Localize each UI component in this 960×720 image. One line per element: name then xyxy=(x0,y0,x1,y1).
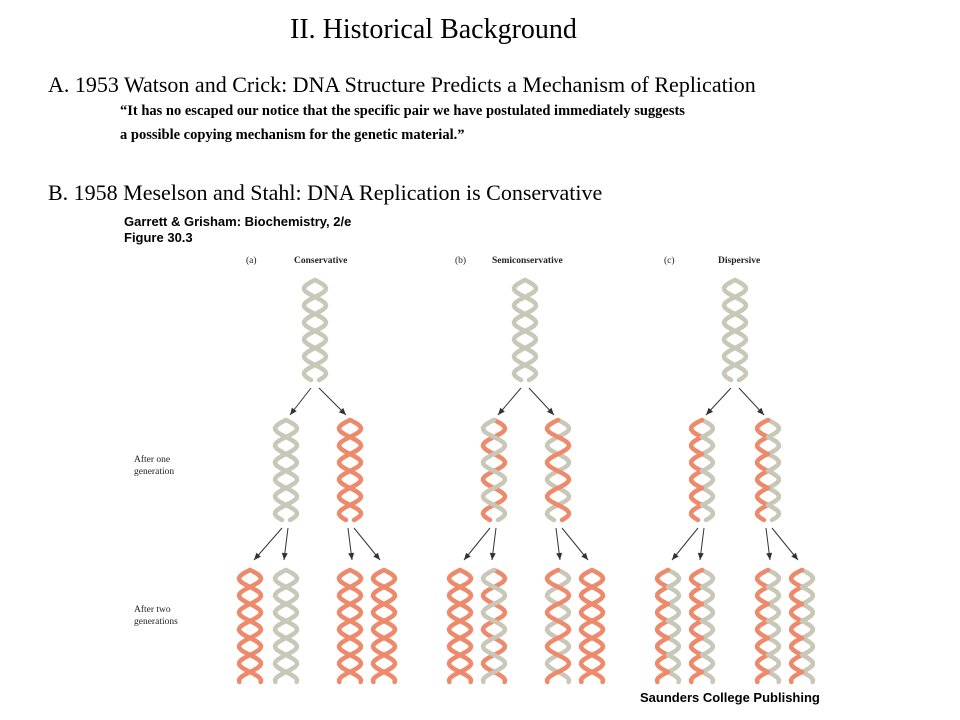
strand-segment xyxy=(668,638,679,655)
arrow-c-g1-left xyxy=(706,388,731,415)
strand-segment xyxy=(657,621,668,638)
gen2-helix-b-3 xyxy=(547,570,569,682)
strand-segment xyxy=(791,570,802,587)
strand-segment xyxy=(657,655,668,672)
watson-crick-quote-line-1: “It has no escaped our notice that the specific pair we have postulated immediately suggests xyxy=(120,103,685,119)
arrow-a-g1-left xyxy=(290,388,311,415)
strand-segment xyxy=(802,621,813,638)
gen2-helix-b-4 xyxy=(581,570,603,682)
gen2-helix-a-4 xyxy=(373,570,395,682)
arrow-b-g2-3 xyxy=(556,528,562,560)
strand-segment xyxy=(668,604,679,621)
strand-segment xyxy=(702,570,713,587)
strand-segment xyxy=(802,638,813,655)
strand-segment xyxy=(757,471,768,488)
gen2-helix-b-1 xyxy=(449,570,471,682)
gen2-helix-a-3 xyxy=(339,570,361,682)
panel-c-name: Dispersive xyxy=(718,256,761,266)
strand-segment xyxy=(691,420,702,437)
strand-segment xyxy=(768,471,779,488)
strand-segment xyxy=(691,638,702,655)
strand-segment xyxy=(657,672,668,682)
row-label-gen2-line1: After two xyxy=(134,605,171,615)
strand-segment xyxy=(768,655,779,672)
strand-segment xyxy=(691,471,702,488)
strand-segment xyxy=(691,587,702,604)
strand-segment xyxy=(768,621,779,638)
panel-a-letter: (a) xyxy=(246,256,257,266)
figure-source-number: Figure 30.3 xyxy=(124,230,193,245)
gen2-helix-a-2 xyxy=(275,570,297,682)
strand-segment xyxy=(768,437,779,454)
strand-segment xyxy=(791,587,802,604)
strand-segment xyxy=(768,604,779,621)
strand-segment xyxy=(657,604,668,621)
strand-segment xyxy=(668,587,679,604)
arrow-c-g2-4 xyxy=(772,528,798,560)
gen1-helix-c-1 xyxy=(691,420,713,520)
strand-segment xyxy=(757,437,768,454)
arrow-b-g2-1 xyxy=(464,528,490,560)
strand-segment xyxy=(802,604,813,621)
strand-segment xyxy=(702,638,713,655)
strand-segment xyxy=(691,505,702,520)
strand-segment xyxy=(691,621,702,638)
strand-segment xyxy=(702,488,713,505)
panel-b-name: Semiconservative xyxy=(492,256,563,266)
strand-segment xyxy=(702,505,713,520)
strand-segment xyxy=(757,604,768,621)
strand-segment xyxy=(657,587,668,604)
strand-segment xyxy=(691,672,702,682)
row-label-gen2-line2: generations xyxy=(134,617,178,627)
watson-crick-quote-line-2: a possible copying mechanism for the genetic material.” xyxy=(120,127,465,143)
arrow-a-g1-right xyxy=(319,388,346,415)
strand-segment xyxy=(757,570,768,587)
figure-source-book: Garrett & Grisham: Biochemistry, 2/e xyxy=(124,214,352,229)
arrow-b-g2-4 xyxy=(562,528,588,560)
gen1-helix-c-2 xyxy=(757,420,779,520)
arrow-c-g2-1 xyxy=(672,528,698,560)
panel-b-letter: (b) xyxy=(455,256,467,266)
strand-segment xyxy=(757,621,768,638)
section-a-heading: A. 1953 Watson and Crick: DNA Structure Predicts a Mechanism of Replication xyxy=(48,72,756,97)
strand-segment xyxy=(757,505,768,520)
row-label-gen1-line1: After one xyxy=(134,455,171,465)
strand-segment xyxy=(691,604,702,621)
parent-helix-c xyxy=(724,280,746,380)
strand-segment xyxy=(657,570,668,587)
strand-segment xyxy=(702,454,713,471)
parent-helix-a xyxy=(304,280,326,380)
strand-segment xyxy=(791,638,802,655)
strand-segment xyxy=(702,604,713,621)
strand-segment xyxy=(757,655,768,672)
panel-c-letter: (c) xyxy=(664,256,675,266)
strand-segment xyxy=(768,488,779,505)
helix-layer xyxy=(239,280,813,682)
strand-segment xyxy=(768,587,779,604)
arrow-b-g2-2 xyxy=(490,528,496,560)
slide-title: II. Historical Background xyxy=(290,14,577,45)
strand-segment xyxy=(691,437,702,454)
gen2-helix-c-3 xyxy=(757,570,779,682)
strand-segment xyxy=(668,621,679,638)
gen2-helix-c-2 xyxy=(691,570,713,682)
strand-segment xyxy=(691,454,702,471)
strand-segment xyxy=(691,488,702,505)
strand-segment xyxy=(757,672,768,682)
arrow-c-g1-right xyxy=(739,388,764,415)
gen1-helix-a-2 xyxy=(339,420,361,520)
strand-segment xyxy=(691,570,702,587)
strand-segment xyxy=(791,672,802,682)
strand-segment xyxy=(768,420,779,437)
strand-segment xyxy=(791,655,802,672)
gen1-helix-a-1 xyxy=(275,420,297,520)
strand-segment xyxy=(702,437,713,454)
strand-segment xyxy=(757,420,768,437)
arrow-layer xyxy=(254,388,798,560)
strand-segment xyxy=(768,638,779,655)
strand-segment xyxy=(791,621,802,638)
arrow-c-g2-2 xyxy=(698,528,704,560)
strand-segment xyxy=(768,570,779,587)
strand-segment xyxy=(757,587,768,604)
strand-segment xyxy=(802,570,813,587)
parent-helix-b xyxy=(514,280,536,380)
arrow-b-g1-left xyxy=(498,388,521,415)
arrow-c-g2-3 xyxy=(766,528,772,560)
strand-segment xyxy=(702,420,713,437)
strand-segment xyxy=(757,638,768,655)
strand-segment xyxy=(768,505,779,520)
arrow-b-g1-right xyxy=(529,388,554,415)
strand-segment xyxy=(702,621,713,638)
section-b-heading: B. 1958 Meselson and Stahl: DNA Replication is Conservative xyxy=(48,180,603,205)
arrow-a-g2-4 xyxy=(354,528,380,560)
panel-a-name: Conservative xyxy=(294,256,348,266)
strand-segment xyxy=(668,655,679,672)
strand-segment xyxy=(757,488,768,505)
arrow-a-g2-3 xyxy=(348,528,354,560)
strand-segment xyxy=(702,655,713,672)
strand-segment xyxy=(702,587,713,604)
strand-segment xyxy=(791,604,802,621)
gen1-helix-b-2 xyxy=(547,420,569,520)
strand-segment xyxy=(691,655,702,672)
gen1-helix-b-1 xyxy=(483,420,505,520)
gen2-helix-a-1 xyxy=(239,570,261,682)
gen2-helix-b-2 xyxy=(483,570,505,682)
strand-segment xyxy=(802,655,813,672)
row-label-gen1-line2: generation xyxy=(134,467,175,477)
strand-segment xyxy=(657,638,668,655)
strand-segment xyxy=(802,587,813,604)
publisher-credit: Saunders College Publishing xyxy=(640,690,820,705)
strand-segment xyxy=(757,454,768,471)
arrow-a-g2-2 xyxy=(282,528,288,560)
strand-segment xyxy=(702,471,713,488)
arrow-a-g2-1 xyxy=(254,528,282,560)
gen2-helix-c-4 xyxy=(791,570,813,682)
strand-segment xyxy=(668,570,679,587)
gen2-helix-c-1 xyxy=(657,570,679,682)
strand-segment xyxy=(768,454,779,471)
